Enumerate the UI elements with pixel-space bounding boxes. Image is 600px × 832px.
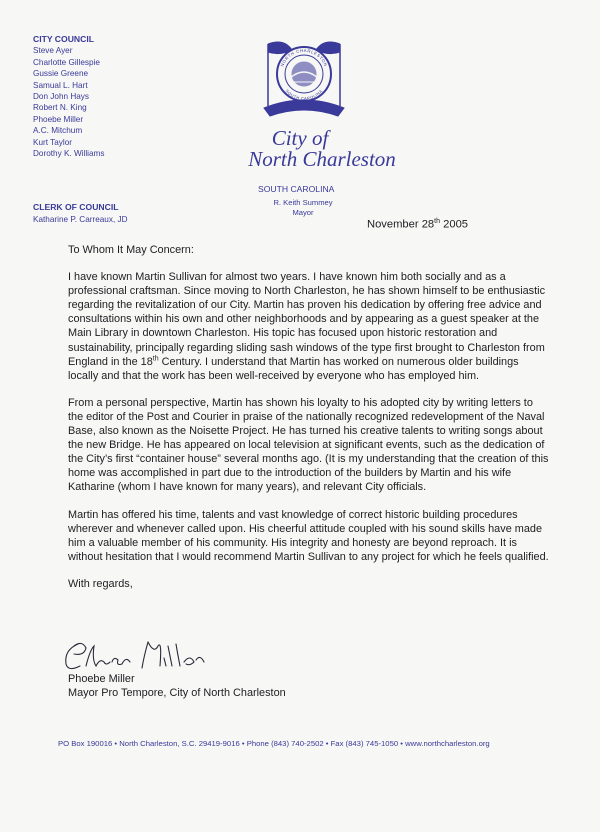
council-member: Dorothy K. Williams [33, 149, 105, 159]
paragraph-3: Martin has offered his time, talents and vast knowledge of correct historic building procedures wherever and whenever called upon. His cheerful attitude coupled with his sound skills have made him a valuable member of his community. His integrity and honesty are beyond reproach. It is without hesitation that I would recommend Martin Sullivan to any project for which he feels qualified. [68, 508, 549, 563]
council-sidebar [33, 34, 183, 225]
letterhead-footer: PO Box 190016 • North Charleston, S.C. 29419-9016 • Phone (843) 740-2502 • Fax (843) 745-1050 • www.northcharleston.org [58, 739, 490, 748]
paragraph-1 [68, 270, 550, 383]
signer-block [68, 672, 286, 700]
council-member: Gussie Greene [33, 69, 89, 79]
city-name-title [190, 128, 410, 170]
council-member: Steve Ayer [33, 46, 73, 56]
mayor-name: R. Keith Summey [273, 198, 333, 207]
council-member: A.C. Mitchum [33, 126, 83, 136]
date-year: 2005 [440, 218, 469, 231]
city-title-line2: North Charleston [248, 147, 396, 171]
mayor-title: Mayor [292, 207, 314, 217]
seal-bottom-text: SOUTH CAROLINA [284, 88, 324, 102]
council-heading: CITY COUNCIL [33, 34, 94, 44]
date-ordinal: th [434, 218, 441, 225]
svg-text:SOUTH CAROLINA [285, 88, 324, 101]
signer-name: Phoebe Miller [68, 673, 135, 685]
closing: With regards, [68, 577, 133, 590]
council-member: Charlotte Gillespie [33, 57, 100, 67]
council-member: Kurt Taylor [33, 137, 72, 147]
council-member: Phoebe Miller [33, 114, 84, 124]
mayor-block [258, 198, 348, 217]
century-ordinal: th [152, 355, 159, 363]
salutation: To Whom It May Concern: [68, 244, 194, 256]
paragraph-2: From a personal perspective, Martin has shown his loyalty to his adopted city by writing letters to the editor of the Post and Courier in praise of the nationally recognized redevelopment of the Naval Base, also known as the Noisette Project. He has turned his creative talents to writing songs about the new Bridge. He has appeared on local television at significant events, such as the dedication of the City’s first “container house” several months ago. (It is my understanding that the creation of this home was accomplished in part due to the introduction of the builders by Martin and his wife Katharine (whom I have known for many years), and relevant City officials. [68, 396, 549, 494]
letter-date [367, 218, 468, 231]
clerk-name: Katharine P. Carreaux, JD [33, 214, 128, 224]
city-seal-logo [258, 36, 350, 124]
signer-title: Mayor Pro Tempore, City of North Charleston [68, 687, 286, 700]
date-month-day: November 28 [367, 218, 435, 231]
council-member: Don John Hays [33, 92, 89, 102]
council-member: Samual L. Hart [33, 80, 88, 90]
council-member: Robert N. King [33, 103, 87, 113]
seal-top-text: NORTH CHARLESTON [279, 47, 329, 68]
paragraph-1-text-b: Century. I understand that Martin has worked on numerous older buildings locally and that the work has been well-received by everyone who has employed him. [68, 355, 519, 382]
letter-body [68, 243, 550, 604]
city-title-line1: City of [271, 126, 329, 150]
state-label: SOUTH CAROLINA [258, 184, 335, 194]
clerk-heading: CLERK OF COUNCIL [33, 202, 119, 213]
paragraph-1-text-a: I have known Martin Sullivan for almost two years. I have known him both socially and as a professional craftsman. Since moving to North Charleston, he has shown himself to be enthusiastic regarding the revitalization of our City. Martin has proven his dedication by offering free advice and consultations within his own and other neighborhoods and by appearing as a guest speaker at the Main Library in downtown Charleston. His topic has focused upon historic restoration and sustainability, principally regarding sliding sash windows of the type first brought to Charleston from England in the 18 [68, 271, 546, 368]
